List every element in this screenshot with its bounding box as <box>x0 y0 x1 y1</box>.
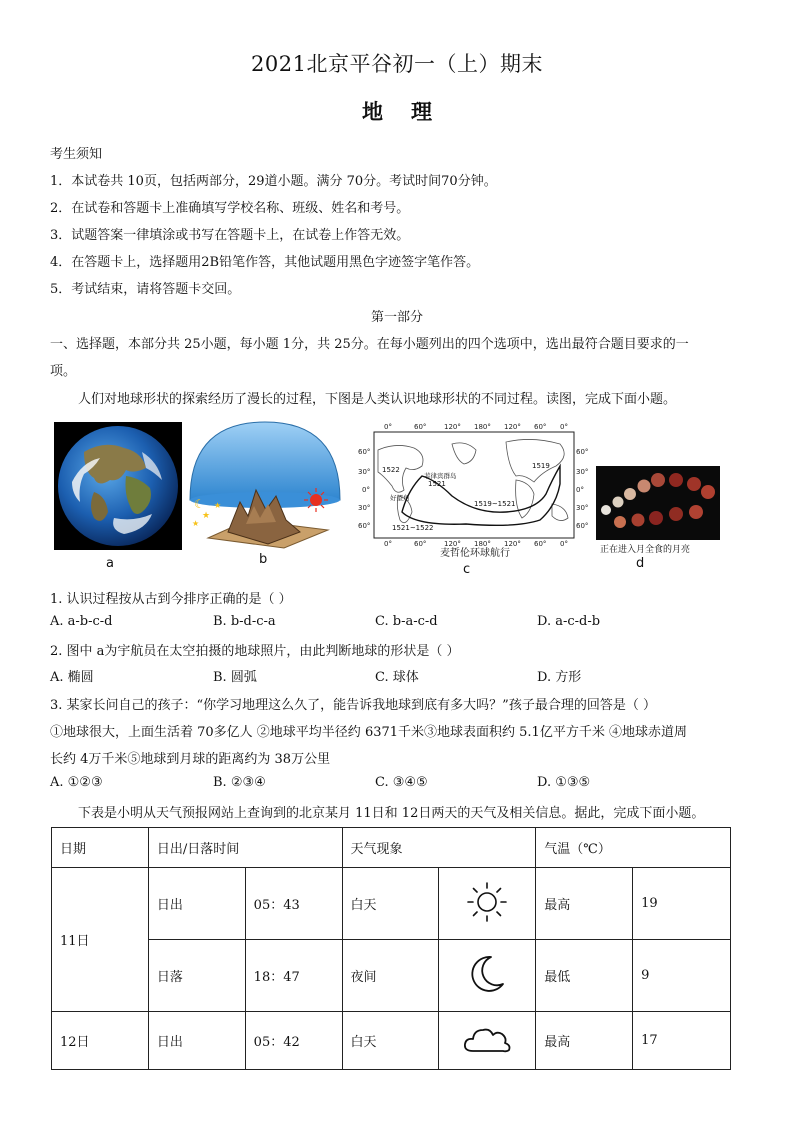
cloud-icon <box>461 1019 513 1059</box>
lunar-eclipse-photo <box>596 466 720 540</box>
map-place-label: 好望角 <box>390 494 410 502</box>
question-3-statements: ①地球很大，上面生活着 70多亿人 ②地球平均半径约 6371千米③地球表面积约 5.1亿平方千米 ④地球赤道周 <box>50 725 687 740</box>
header-weather: 天气现象 <box>342 828 536 868</box>
event-cell: 日落 <box>148 940 245 1012</box>
question-1-option-a: A. a-b-c-d <box>50 614 113 629</box>
question-1-option-c: C. b-a-c-d <box>375 614 438 629</box>
exam-title: 2021北京平谷初一（上）期末 <box>251 52 543 76</box>
map-right-tick: 0° <box>576 486 584 494</box>
question-3-option-d: D. ①③⑤ <box>537 775 591 790</box>
map-left-tick: 0° <box>362 486 370 494</box>
map-top-tick: 120° <box>444 423 461 431</box>
map-bottom-tick: 120° <box>444 540 461 548</box>
map-right-tick: 30° <box>576 504 589 512</box>
map-bottom-tick: 60° <box>534 540 547 548</box>
time-cell: 05：42 <box>245 1012 342 1070</box>
earth-photo <box>54 422 182 550</box>
subject-title: 地理 <box>362 99 460 124</box>
svg-text:★: ★ <box>214 501 222 510</box>
time-cell: 18：47 <box>245 940 342 1012</box>
map-route-label: 1519 <box>532 462 550 470</box>
weather-cell: 白天 <box>342 1012 439 1070</box>
svg-text:★: ★ <box>202 511 211 521</box>
map-top-tick: 60° <box>534 423 547 431</box>
map-route-label: 1521~1522 <box>392 524 434 532</box>
table-row <box>52 1012 731 1070</box>
figure-label-a: a <box>106 556 114 571</box>
notice-heading: 考生须知 <box>50 147 103 162</box>
map-left-tick: 60° <box>358 448 371 456</box>
question-2-option-d: D. 方形 <box>537 670 582 685</box>
header-sunrise-sunset: 日出/日落时间 <box>148 828 342 868</box>
header-temperature: 气温（℃） <box>536 828 731 868</box>
question-2-option-c: C. 球体 <box>375 670 419 685</box>
map-top-tick: 120° <box>504 423 521 431</box>
question-2-option-b: B. 圆弧 <box>213 670 257 685</box>
notice-item-4: 4．在答题卡上，选择题用2B铅笔作答，其他试题用黑色字迹签字笔作答。 <box>50 255 480 270</box>
event-cell: 日出 <box>148 1012 245 1070</box>
question-3-option-a: A. ①②③ <box>50 775 103 790</box>
map-bottom-tick: 120° <box>504 540 521 548</box>
map-bottom-tick: 60° <box>414 540 427 548</box>
notice-item-3: 3．试题答案一律填涂或书写在答题卡上，在试卷上作答无效。 <box>50 228 410 243</box>
dome-sky-illustration <box>188 420 342 550</box>
table-intro: 下表是小明从天气预报网站上查询到的北京某月 11日和 12日两天的天气及相关信息。据此，完成下面小题。 <box>78 806 705 821</box>
map-place-label: 菲律宾群岛 <box>424 472 457 480</box>
weather-cell: 夜间 <box>342 940 439 1012</box>
svg-text:☾: ☾ <box>194 497 205 511</box>
part-heading: 第一部分 <box>370 310 423 325</box>
map-right-tick: 60° <box>576 448 589 456</box>
figure-intro: 人们对地球形状的探索经历了漫长的过程，下图是人类认识地球形状的不同过程。读图，完成下面小题。 <box>78 392 677 407</box>
date-cell: 12日 <box>52 1012 149 1070</box>
question-3-option-c: C. ③④⑤ <box>375 775 428 790</box>
table-header-row <box>52 828 731 868</box>
temp-label-cell: 最高 <box>536 1012 633 1070</box>
map-left-tick: 30° <box>358 468 371 476</box>
figure-label-c: c <box>463 562 471 577</box>
question-2-stem: 2. 图中 a为宇航员在太空拍摄的地球照片，由此判断地球的形状是（ ） <box>50 644 460 659</box>
sun-icon <box>465 880 509 924</box>
question-3-stem: 3. 某家长问自己的孩子：“你学习地理这么久了，能告诉我地球到底有多大吗？”孩子最合理的回答是（ ） <box>50 698 656 713</box>
section-instruction: 一、选择题，本部分共 25小题，每小题 1分，共 25分。在每小题列出的四个选项中，选出最符合题目要求的一 <box>50 337 689 352</box>
header-date: 日期 <box>52 828 149 868</box>
question-1-option-b: B. b-d-c-a <box>213 614 276 629</box>
map-top-tick: 0° <box>560 423 568 431</box>
question-3-option-b: B. ②③④ <box>213 775 266 790</box>
map-left-tick: 30° <box>358 504 371 512</box>
map-caption: 麦哲伦环球航行 <box>440 548 510 559</box>
map-route-label: 1522 <box>382 466 400 474</box>
question-1-option-d: D. a-c-d-b <box>537 614 601 629</box>
map-right-tick: 60° <box>576 522 589 530</box>
svg-text:★: ★ <box>192 519 200 528</box>
map-bottom-tick: 0° <box>560 540 568 548</box>
map-bottom-tick: 180° <box>474 540 491 548</box>
table-row <box>52 868 731 940</box>
map-top-tick: 60° <box>414 423 427 431</box>
temp-value-cell: 17 <box>633 1012 731 1070</box>
weather-table <box>51 827 731 1070</box>
question-2-option-a: A. 椭圆 <box>50 670 94 685</box>
temp-value-cell: 9 <box>633 940 731 1012</box>
map-left-tick: 60° <box>358 522 371 530</box>
figure-label-b: b <box>259 552 268 567</box>
moon-caption: 正在进入月全食的月亮 <box>600 545 691 555</box>
map-route-label: 1519~1521 <box>474 500 516 508</box>
moon-icon <box>465 952 509 996</box>
date-cell: 11日 <box>52 868 149 1012</box>
question-3-statements-cont: 长约 4万千米⑤地球到月球的距离约为 38万公里 <box>50 752 331 767</box>
question-1-stem: 1. 认识过程按从古到今排序正确的是（ ） <box>50 592 292 607</box>
map-route-label: 1521 <box>428 480 446 488</box>
section-instruction-cont: 项。 <box>50 364 77 379</box>
map-right-tick: 30° <box>576 468 589 476</box>
event-cell: 日出 <box>148 868 245 940</box>
map-top-tick: 0° <box>384 423 392 431</box>
notice-item-5: 5．考试结束，请将答题卡交回。 <box>50 282 241 297</box>
temp-label-cell: 最高 <box>536 868 633 940</box>
map-bottom-tick: 0° <box>384 540 392 548</box>
notice-item-1: 1．本试卷共 10页，包括两部分，29道小题。满分 70分。考试时间70分钟。 <box>50 174 497 189</box>
weather-cell: 白天 <box>342 868 439 940</box>
magellan-route-map <box>356 420 592 560</box>
time-cell: 05：43 <box>245 868 342 940</box>
notice-item-2: 2．在试卷和答题卡上准确填写学校名称、班级、姓名和考号。 <box>50 201 410 216</box>
temp-value-cell: 19 <box>633 868 731 940</box>
map-top-tick: 180° <box>474 423 491 431</box>
figure-label-d: d <box>636 556 645 571</box>
temp-label-cell: 最低 <box>536 940 633 1012</box>
table-row <box>52 940 731 1012</box>
